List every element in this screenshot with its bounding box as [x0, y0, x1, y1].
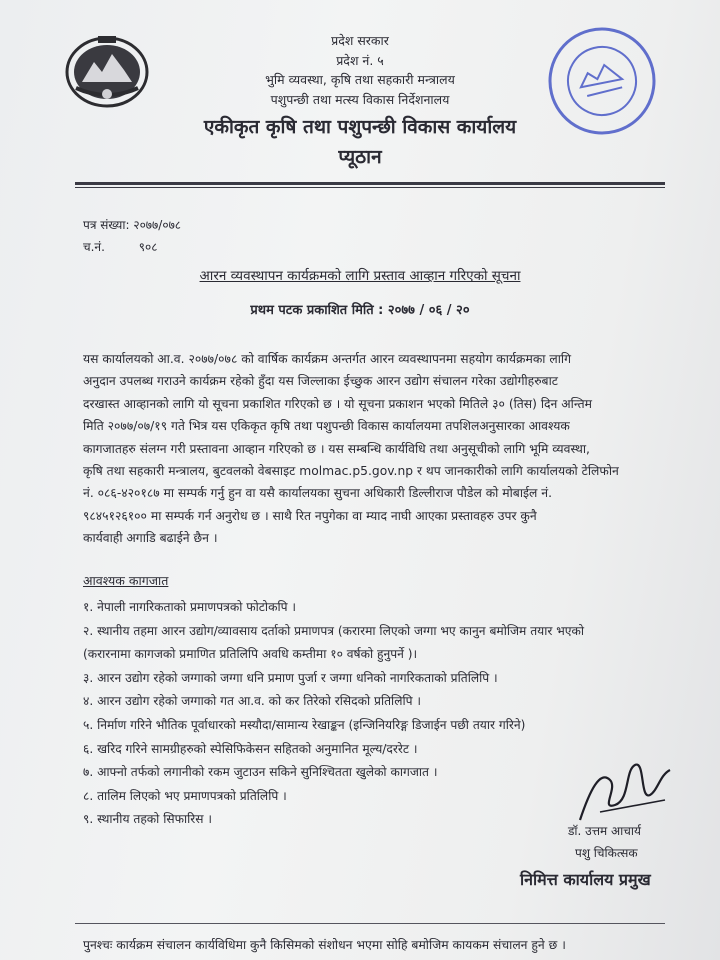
ref-label: पत्र संख्या:: [83, 218, 130, 232]
signatory-name: डॉ. उत्तम आचार्य: [568, 824, 641, 838]
list-item: ८. तालिम लिएको भए प्रमाणपत्रको प्रतिलिपि ।: [83, 788, 287, 803]
header-line-3: भुमि व्यवस्था, कृषि तथा सहकारी मन्त्रालय: [265, 72, 455, 87]
ref-number: [83, 216, 181, 233]
paragraph-line: कागजातहरु संलग्न गरी प्रस्तावना आव्हान गरिएको छ । यस सम्बन्धि कार्यविधि तथा अनुसूचीको लागि भूमि व्यवस्था,: [83, 441, 590, 456]
header-line-1: प्रदेश सरकार: [331, 33, 389, 48]
office-name: एकीकृत कृषि तथा पशुपन्छी विकास कार्यालय: [203, 116, 517, 138]
footer-note: पुनश्चः कार्यक्रम संचालन कार्यविधिमा कुनै किसिमको संशोधन भएमा सोहि बमोजिम कायकम संचालन हुने छ ।: [83, 938, 566, 952]
handwritten-signature: [570, 750, 680, 830]
header-rule-thin: [75, 187, 665, 188]
published-date: प्रथम पटक प्रकाशित मिति : २०७७ / ०६ / २०: [250, 303, 470, 318]
header-line-4: पशुपन्छी तथा मत्स्य विकास निर्देशनालय: [270, 92, 450, 107]
notice-paragraph: [83, 348, 668, 550]
dispatch-number: [83, 238, 157, 255]
header-rule-thick: [75, 182, 665, 185]
documents-heading: आवश्यक कागजात: [83, 573, 169, 588]
paragraph-line: यस कार्यालयको आ.व. २०७७/०७८ को वार्षिक कार्यक्रम अन्तर्गत आरन व्यवस्थापनमा सहयोग कार्यक्रमका लागि: [83, 352, 572, 366]
paragraph-line: दरखास्त आव्हानको लागि यो सूचना प्रकाशित गरिएको छ । यो सूचना प्रकाशन भएको मितिले ३० (तिस) दिन अन्तिम: [83, 396, 593, 411]
ref-value: २०७७/०७८: [133, 218, 182, 232]
office-location: प्यूठान: [338, 146, 382, 168]
list-item: ७. आफ्नो तर्फको लगानीको रकम जुटाउन सकिने सुनिश्चितता खुलेको कागजात ।: [83, 765, 438, 780]
list-item: ४. आरन उद्योग रहेको जग्गाको गत आ.व. को कर तिरेको रसिदको प्रतिलिपि ।: [83, 694, 422, 709]
paragraph-line: कृषि तथा सहकारी मन्त्रालय, बुटवलको वेबसाइट molmac.p5.gov.np र थप जानकारीको लागि कार्यालयको टेलिफोन: [83, 464, 619, 479]
footer-rule: [75, 923, 665, 924]
list-item: ९. स्थानीय तहको सिफारिस ।: [83, 812, 213, 827]
paragraph-line: मिति २०७७/०७/१९ गते भित्र यस एकिकृत कृषि तथा पशुपन्छी विकास कार्यालयमा तपशिलअनुसारका आवश्यक: [83, 419, 570, 434]
notice-title: आरन व्यवस्थापन कार्यक्रमको लागि प्रस्ताव आव्हान गरिएको सूचना: [199, 268, 521, 284]
list-item: ६. खरिद गरिने सामग्रीहरुको स्पेसिफिकेसन सहितको अनुमानित मूल्य/दररेट ।: [83, 741, 418, 756]
signatory-title: पशु चिकित्सक: [575, 846, 638, 860]
list-item: २. स्थानीय तहमा आरन उद्योग/व्यावसाय दर्ताको प्रमाणपत्र (करारमा लिएको जग्गा भए कानुन बमोजिम तयार भएको: [83, 623, 585, 638]
signatory-office-role: निमित्त कार्यालय प्रमुख: [520, 870, 651, 889]
paragraph-line: ९८४५१२६१०० मा सम्पर्क गर्न अनुरोध छ । साथै रित नपुगेका वा म्याद नाघी आएका प्रस्तावहरु उपर कुनै: [83, 508, 537, 523]
header-line-2: प्रदेश नं. ५: [336, 53, 384, 68]
dispatch-label: च.नं.: [83, 240, 105, 254]
list-item: १. नेपाली नागरिकताको प्रमाणपत्रको फोटोकपि ।: [83, 600, 297, 614]
list-item: (करारनामा कागजको प्रमाणित प्रतिलिपि अवधि कम्तीमा १० वर्षको हुनुपर्ने )।: [83, 647, 418, 662]
list-item: ५. निर्माण गरिने भौतिक पूर्वाधारको मस्यौदा/सामान्य रेखाङ्कन (इन्जिनियरिङ्ग डिजाईन पछी तयार गरिने): [83, 717, 526, 732]
list-item: ३. आरन उद्योग रहेको जग्गाको जग्गा धनि प्रमाण पुर्जा र जग्गा धनिको नागरिकताको प्रतिलिपि ।: [83, 670, 498, 685]
paragraph-line: अनुदान उपलब्ध गराउने कार्यक्रम रहेको हुँदा यस जिल्लाका ईच्छुक आरन उद्योग संचालन गरेका उद्योगीहरुबाट: [83, 374, 558, 389]
paragraph-line: कार्यवाही अगाडि बढाईने छैन ।: [83, 531, 218, 546]
paragraph-line: नं. ०८६-४२०१८७ मा सम्पर्क गर्नु हुन वा यसै कार्यालयका सुचना अधिकारी डिल्लीराज पौडेल को मोबाईल नं.: [83, 486, 553, 501]
dispatch-value: ९०८: [138, 240, 158, 254]
